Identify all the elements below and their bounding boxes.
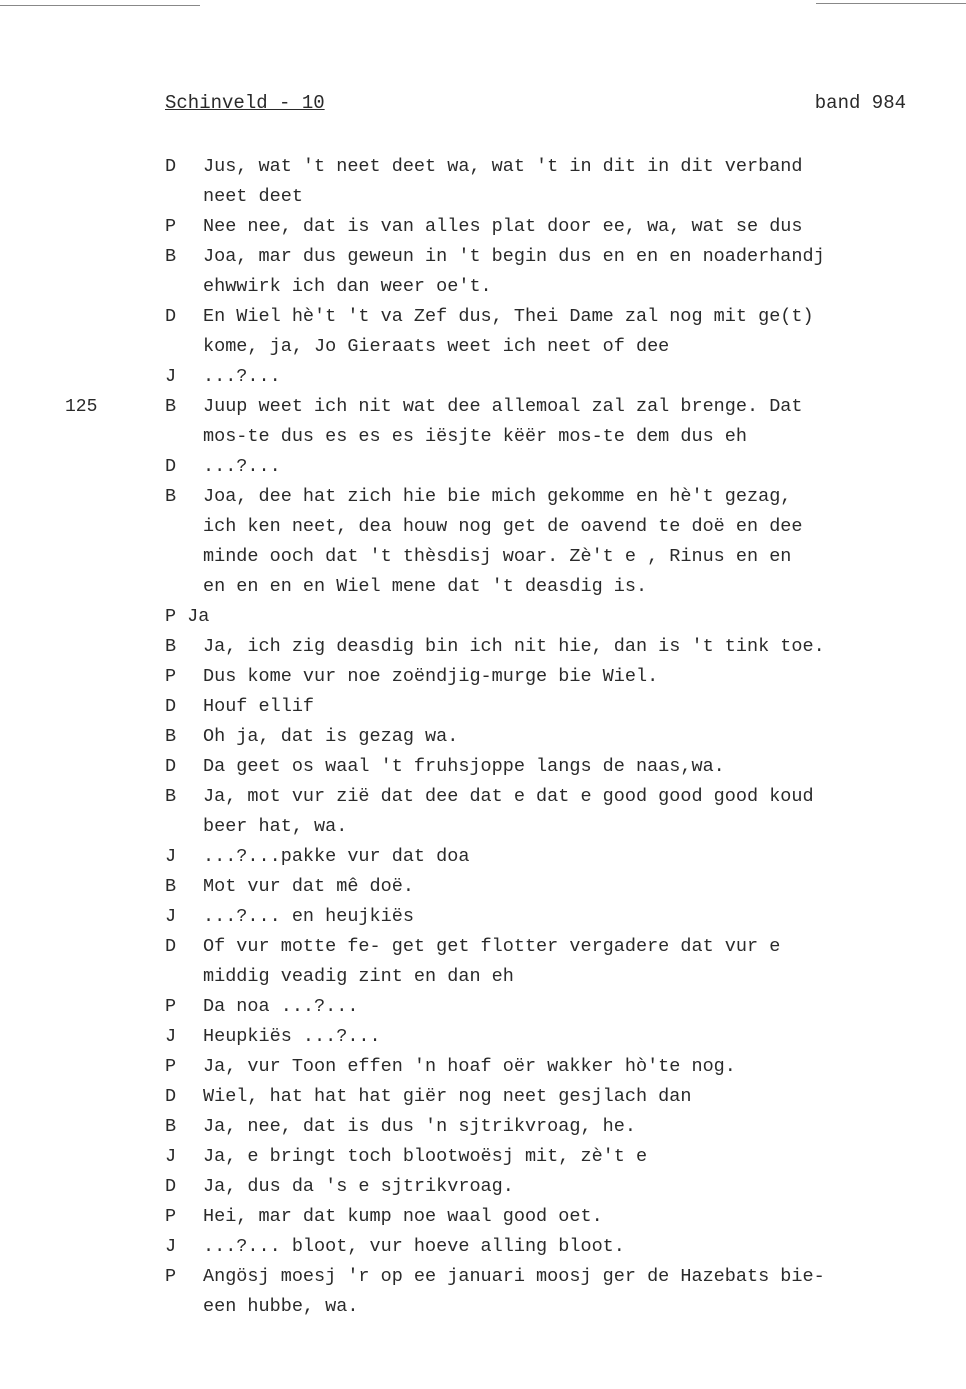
utterance-text: Ja, ich zig deasdig bin ich nit hie, dan is 't tink toe. <box>203 636 825 657</box>
dialogue-entry <box>165 902 905 932</box>
page-header <box>165 92 906 122</box>
dialogue-entry <box>165 1172 905 1202</box>
utterance-text: Mot vur dat mê doë. <box>203 876 414 897</box>
utterance-text: Ja, mot vur zië dat dee dat e dat e good good good koud beer hat, wa. <box>203 786 814 837</box>
dialogue-entry <box>165 1232 905 1262</box>
utterance-text: ...?... <box>203 366 281 387</box>
dialogue-entry <box>65 392 905 452</box>
speaker-label: B <box>165 726 177 747</box>
utterance-text: Ja <box>187 606 210 627</box>
utterance-text: Angösj moesj 'r op ee januari moosj ger de Hazebats bie- een hubbe, wa. <box>203 1266 825 1317</box>
dialogue-entry <box>165 1262 905 1322</box>
utterance-text: Of vur motte fe- get get flotter vergadere dat vur e middig veadig zint en dan eh <box>203 936 781 987</box>
page-title: Schinveld - 10 <box>165 92 325 114</box>
dialogue-entry <box>165 1142 905 1172</box>
speaker-label: J <box>165 1146 177 1167</box>
dialogue-entry <box>165 362 905 392</box>
dialogue-entry <box>165 242 905 302</box>
speaker-label: J <box>165 1236 177 1257</box>
speaker-label: J <box>165 906 177 927</box>
utterance-text: Ja, nee, dat is dus 'n sjtrikvroag, he. <box>203 1116 636 1137</box>
utterance-text: Heupkiës ...?... <box>203 1026 381 1047</box>
speaker-label: D <box>165 156 177 177</box>
utterance-text: ...?... bloot, vur hoeve alling bloot. <box>203 1236 625 1257</box>
dialogue-entry <box>165 782 905 842</box>
speaker-label: D <box>165 696 177 717</box>
dialogue-entry <box>165 212 905 242</box>
utterance-text: Joa, mar dus geweun in 't begin dus en en en noaderhandj ehwwirk ich dan weer oe't. <box>203 246 825 297</box>
speaker-label: P <box>165 606 177 627</box>
utterance-text: ...?...pakke vur dat doa <box>203 846 470 867</box>
speaker-label: P <box>165 1266 177 1287</box>
dialogue-entry <box>165 1082 905 1112</box>
band-number: band 984 <box>814 92 906 114</box>
dialogue-entry <box>165 1052 905 1082</box>
speaker-label: B <box>165 246 177 267</box>
dialogue-entry <box>165 302 905 362</box>
utterance-text: Ja, vur Toon effen 'n hoaf oër wakker hò'te nog. <box>203 1056 736 1077</box>
utterance-text: Wiel, hat hat hat giër nog neet gesjlach dan <box>203 1086 692 1107</box>
speaker-label: J <box>165 846 177 867</box>
utterance-text: Oh ja, dat is gezag wa. <box>203 726 459 747</box>
dialogue-entry <box>165 872 905 902</box>
utterance-text: Ja, dus da 's e sjtrikvroag. <box>203 1176 514 1197</box>
speaker-label: B <box>165 486 177 507</box>
utterance-text: Da noa ...?... <box>203 996 359 1017</box>
dialogue-entry <box>165 452 905 482</box>
speaker-label: B <box>165 786 177 807</box>
dialogue-entry <box>165 1022 905 1052</box>
speaker-label: P <box>165 666 177 687</box>
speaker-label: P <box>165 996 177 1017</box>
dialogue-entry <box>165 152 905 212</box>
utterance-text: Hei, mar dat kump noe waal good oet. <box>203 1206 603 1227</box>
dialogue-entry <box>165 662 905 692</box>
speaker-label: D <box>165 1086 177 1107</box>
speaker-label: P <box>165 216 177 237</box>
dialogue-entry <box>165 1202 905 1232</box>
dialogue-entry <box>165 722 905 752</box>
utterance-text: Da geet os waal 't fruhsjoppe langs de naas,wa. <box>203 756 725 777</box>
dialogue-entry <box>165 632 905 662</box>
dialogue-transcript <box>65 152 905 1322</box>
speaker-label: J <box>165 1026 177 1047</box>
speaker-label: D <box>165 756 177 777</box>
utterance-text: Juup weet ich nit wat dee allemoal zal zal brenge. Dat mos-te dus es es es iësjte këër mos-te dem dus eh <box>203 396 803 447</box>
speaker-label: D <box>165 936 177 957</box>
dialogue-entry <box>165 752 905 782</box>
speaker-label: P <box>165 1056 177 1077</box>
line-number: 125 <box>65 397 98 417</box>
speaker-label: D <box>165 456 177 477</box>
utterance-text: Joa, dee hat zich hie bie mich gekomme en hè't gezag, ich ken neet, dea houw nog get de oavend te doë en dee minde ooch dat 't thèsdisj woar. Zè't e , Rinus en en en en en en Wiel mene dat 't deasdig is. <box>203 486 803 597</box>
speaker-label: D <box>165 1176 177 1197</box>
utterance-text: Jus, wat 't neet deet wa, wat 't in dit in dit verband neet deet <box>203 156 803 207</box>
dialogue-entry <box>165 1112 905 1142</box>
speaker-label: B <box>165 636 177 657</box>
speaker-label: B <box>165 876 177 897</box>
speaker-label: P <box>165 1206 177 1227</box>
dialogue-entry <box>165 692 905 722</box>
speaker-label: B <box>165 1116 177 1137</box>
dialogue-entry <box>165 992 905 1022</box>
utterance-text: En Wiel hè't 't va Zef dus, Thei Dame zal nog mit ge(t) kome, ja, Jo Gieraats weet ich neet of dee <box>203 306 814 357</box>
speaker-label: D <box>165 306 177 327</box>
dialogue-entry <box>165 482 905 602</box>
speaker-label: J <box>165 366 177 387</box>
top-left-rule <box>0 5 200 6</box>
utterance-text: Ja, e bringt toch blootwoësj mit, zè't e <box>203 1146 648 1167</box>
top-right-rule <box>816 3 966 4</box>
dialogue-entry <box>165 932 905 992</box>
utterance-text: Nee nee, dat is van alles plat door ee, wa, wat se dus <box>203 216 803 237</box>
utterance-text: ...?... <box>203 456 281 477</box>
speaker-label: B <box>165 396 177 417</box>
utterance-text: Dus kome vur noe zoëndjig-murge bie Wiel. <box>203 666 659 687</box>
utterance-text: Houf ellif <box>203 696 315 717</box>
utterance-text: ...?... en heujkiës <box>203 906 414 927</box>
dialogue-entry <box>165 602 905 632</box>
dialogue-entry <box>165 842 905 872</box>
